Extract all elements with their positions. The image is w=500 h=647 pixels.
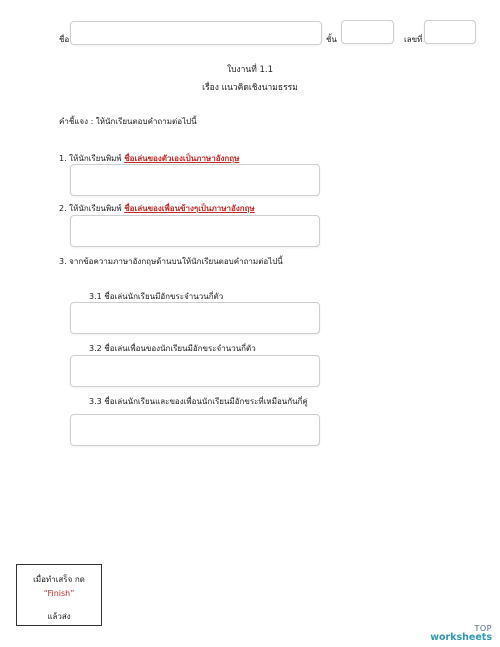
question-3: 3. จากข้อความภาษาอังกฤษด้านบนให้นักเรียนตอบคำถามต่อไปนี้ [59, 257, 283, 266]
question-2-highlight: ชื่อเล่นของเพื่อนข้างๆเป็นภาษาอังกฤษ [124, 204, 255, 213]
worksheet-subtitle: เรื่อง แนวคิดเชิงนามธรรม [202, 83, 298, 93]
answer-3-3-input[interactable] [70, 414, 320, 446]
finish-line-2: “Finish” [43, 589, 75, 598]
question-1-highlight: ชื่อเล่นของตัวเองเป็นภาษาอังกฤษ [124, 154, 240, 163]
name-input[interactable] [70, 21, 322, 45]
logo-worksheets-text: worksheets [430, 632, 492, 643]
finish-line-1: เมื่อทำเสร็จ กด [33, 575, 85, 584]
question-3-3: 3.3 ชื่อเล่นนักเรียนและของเพื่อนนักเรียนมีอักขระที่เหมือนกันกี่คู่ [89, 397, 308, 406]
number-input[interactable] [424, 20, 476, 44]
question-2 [59, 202, 255, 215]
worksheet-title: ใบงานที่ 1.1 [226, 65, 274, 75]
logo-top-text: TOP [474, 624, 492, 633]
question-2-prefix: 2. ให้นักเรียนพิมพ์ [59, 204, 122, 213]
question-1-prefix: 1. ให้นักเรียนพิมพ์ [59, 154, 122, 163]
finish-instruction-box [16, 564, 102, 626]
answer-1-input[interactable] [70, 164, 320, 196]
finish-line-3: แล้วส่ง [47, 612, 71, 621]
topworksheets-logo [430, 624, 492, 642]
class-input[interactable] [341, 20, 394, 44]
name-label: ชื่อ [59, 35, 70, 44]
answer-3-2-input[interactable] [70, 355, 320, 387]
answer-3-1-input[interactable] [70, 302, 320, 334]
instruction-text: คำชี้แจง : ให้นักเรียนตอบคำถามต่อไปนี้ [59, 117, 197, 126]
question-3-1: 3.1 ชื่อเล่นนักเรียนมีอักขระจำนวนกี่ตัว [89, 292, 224, 301]
question-3-2: 3.2 ชื่อเล่นเพื่อนของนักเรียนมีอักขระจำนวนกี่ตัว [89, 344, 256, 353]
answer-2-input[interactable] [70, 215, 320, 247]
class-label: ชั้น [326, 35, 337, 44]
number-label: เลขที่ [404, 35, 423, 44]
